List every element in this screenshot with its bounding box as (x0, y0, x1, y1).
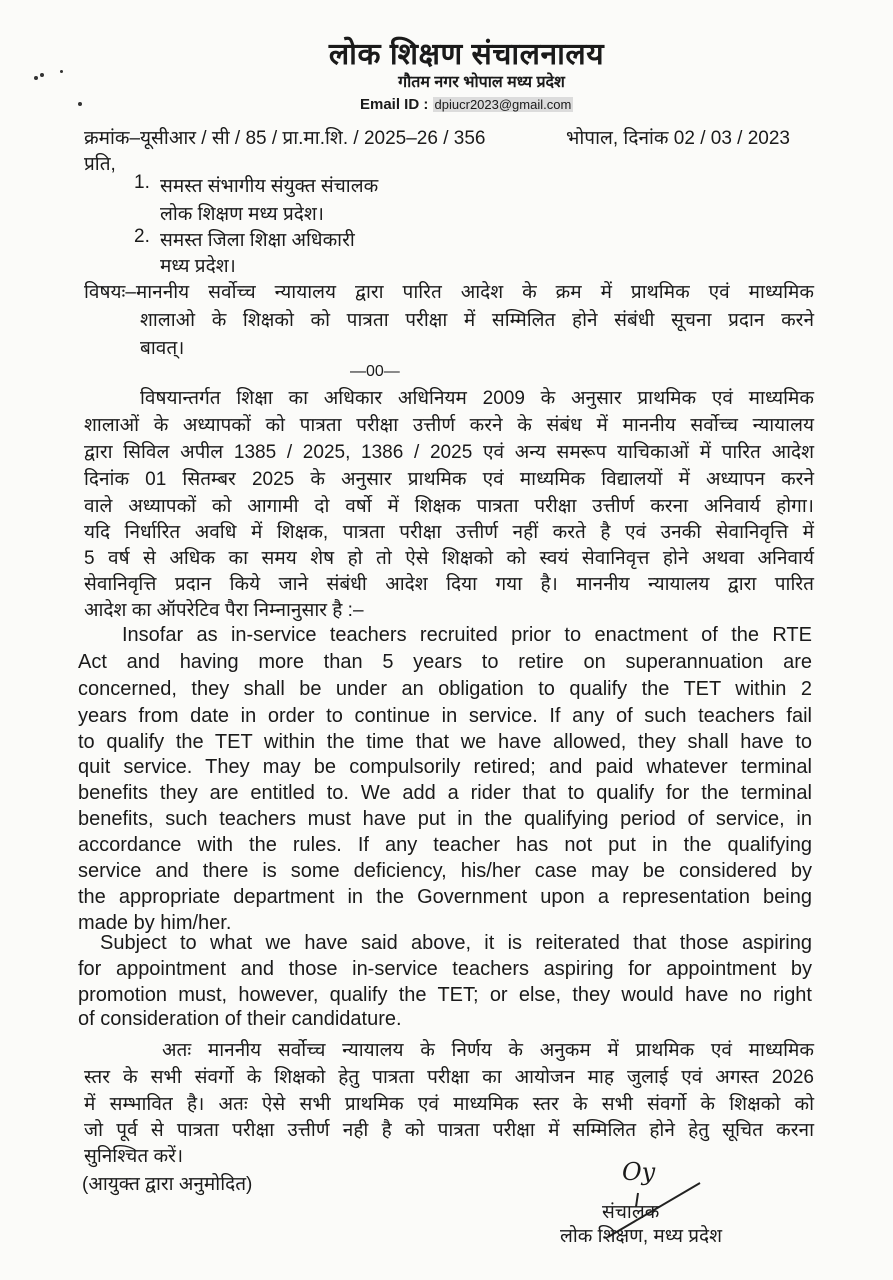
body-line: वाले अध्यापकों को आगामी दो वर्षो में शिक्षक पात्रता परीक्षा उत्तीर्ण करना अनिवार्य होगा। (84, 496, 814, 517)
body-line: सुनिश्चित करें। (84, 1146, 184, 1167)
quote-line: Insofar as in-service teachers recruited prior to enactment of the RTE (122, 624, 812, 646)
body-line: द्वारा सिविल अपील 1385 / 2025, 1386 / 2025 एवं अन्य समरूप याचिकाओं में पारित आदेश (84, 442, 814, 463)
recipient-line: मध्य प्रदेश। (160, 256, 236, 277)
quote-line: the appropriate department in the Government upon a representation being (78, 886, 812, 908)
quote-line: promotion must, however, qualify the TET; or else, they would have no right (78, 984, 812, 1006)
signature-initials: Oy (622, 1158, 656, 1186)
recipient-number: 2. (134, 226, 150, 247)
signatory-office: लोक शिक्षण, मध्य प्रदेश (560, 1226, 723, 1247)
quote-line: to qualify the TET within the time that we have allowed, they shall have to (78, 731, 812, 753)
recipient-number: 1. (134, 172, 150, 193)
body-line: शालाओं के अध्यापकों को पात्रता परीक्षा उत्तीर्ण करने के संबंध में माननीय सर्वोच्च न्यायालय (84, 415, 814, 436)
office-address: गौतम नगर भोपाल मध्य प्रदेश (398, 74, 565, 91)
quote-line: years from date in order to continue in service. If any of such teachers fail (78, 705, 812, 727)
body-line: सेवानिवृत्ति प्रदान किये जाने संबंधी आदेश दिया गया है। माननीय न्यायालय द्वारा पारित (84, 574, 814, 595)
quote-line: benefits, such teachers must have put in the qualifying period of service, in (78, 808, 812, 830)
quote-line: concerned, they shall be under an obligation to qualify the TET within 2 (78, 678, 812, 700)
body-line: में सम्भावित है। अतः ऐसे सभी प्राथमिक एवं माध्यमिक स्तर के सभी संवर्गो के शिक्षको को (84, 1094, 814, 1115)
email-line (360, 96, 573, 113)
quote-line: made by him/her. (78, 912, 232, 934)
quote-line: of consideration of their candidature. (78, 1008, 402, 1030)
subject-line: विषयः–माननीय सर्वोच्च न्यायालय द्वारा पारित आदेश के क्रम में प्राथमिक एवं माध्यमिक (84, 282, 814, 303)
body-line: विषयान्तर्गत शिक्षा का अधिकार अधिनियम 2009 के अनुसार प्राथमिक एवं माध्यमिक (140, 388, 814, 409)
place-date: भोपाल, दिनांक 02 / 03 / 2023 (566, 128, 790, 149)
body-line: दिनांक 01 सितम्बर 2025 के अनुसार प्राथमिक एवं माध्यमिक विद्यालयों में अध्यापन करने (84, 469, 814, 490)
quote-line: quit service. They may be compulsorily retired; and paid whatever terminal (78, 756, 812, 778)
body-line: अतः माननीय सर्वोच्च न्यायालय के निर्णय के अनुकम में प्राथमिक एवं माध्यमिक (162, 1040, 814, 1061)
body-line: यदि निर्धारित अवधि में शिक्षक, पात्रता परीक्षा उत्तीर्ण नहीं करते है एवं उनकी सेवानिवृत्ति में (84, 522, 814, 543)
scan-mark (78, 102, 82, 106)
subject-line: शालाओ के शिक्षको को पात्रता परीक्षा में सम्मिलित होने संबंधी सूचना प्रदान करने (140, 310, 814, 331)
office-name: लोक शिक्षण संचालनालय (328, 38, 605, 71)
body-line: आदेश का ऑपरेटिव पैरा निम्नानुसार है :– (84, 600, 364, 621)
email-address: dpiucr2023@gmail.com (434, 97, 572, 112)
body-line: जो पूर्व से पात्रता परीक्षा उत्तीर्ण नही है को पात्रता परीक्षा में सम्मिलित होने हेतु सूचित करना (84, 1120, 814, 1141)
to-label: प्रति, (84, 154, 116, 175)
recipient-line: समस्त संभागीय संयुक्त संचालक (160, 176, 379, 197)
body-line: 5 वर्ष से अधिक का समय शेष हो तो ऐसे शिक्षको को स्वयं सेवानिवृत्त होने अथवा अनिवार्य (84, 548, 814, 569)
separator: —00— (350, 363, 400, 380)
recipient-line: लोक शिक्षण मध्य प्रदेश। (160, 204, 324, 225)
email-label: Email ID : (360, 96, 429, 113)
quote-line: service and there is some deficiency, his/her case may be considered by (78, 860, 812, 882)
quote-line: Subject to what we have said above, it is reiterated that those aspiring (100, 932, 812, 954)
subject-line: बावत्। (140, 338, 185, 359)
quote-line: for appointment and those in-service teachers aspiring for appointment by (78, 958, 812, 980)
reference-number: क्रमांक–यूसीआर / सी / 85 / प्रा.मा.शि. / 2025–26 / 356 (84, 128, 486, 149)
signatory-designation: संचालक (602, 1202, 660, 1223)
quote-line: benefits they are entitled to. We add a rider that to qualify for the terminal (78, 782, 812, 804)
recipient-line: समस्त जिला शिक्षा अधिकारी (160, 230, 355, 251)
body-line: स्तर के सभी संवर्गो के शिक्षको हेतु पात्रता परीक्षा का आयोजन माह जुलाई एवं अगस्त 2026 (84, 1067, 814, 1088)
quote-line: accordance with the rules. If any teacher has not put in the qualifying (78, 834, 812, 856)
quote-line: Act and having more than 5 years to retire on superannuation are (78, 651, 812, 673)
approval-note: (आयुक्त द्वारा अनुमोदित) (82, 1174, 253, 1195)
